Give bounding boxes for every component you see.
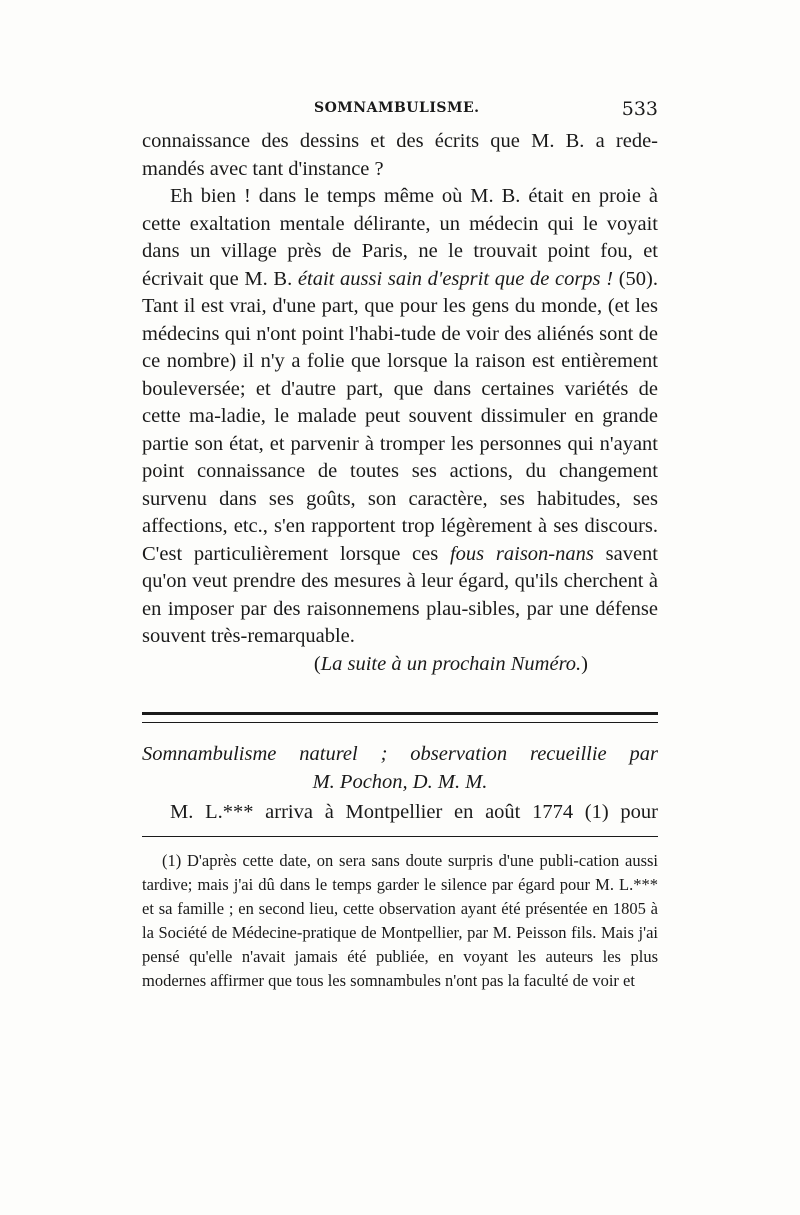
article-title-line-1: Somnambulisme naturel ; observation recueillie par bbox=[142, 743, 658, 765]
paragraph-main-italic-a: était aussi sain d'esprit que de corps ! bbox=[297, 267, 614, 290]
paragraph-main-italic-b: fous raison-nans bbox=[449, 542, 594, 565]
page-number: 533 bbox=[621, 98, 658, 120]
paragraph-main-part-a: Eh bien ! dans le temps même où M. B. était en proie à cette exaltation mentale délirante, un médecin qui le voyait dans un village près de Paris, ne le trouvait point fou, et écrivait que M. B. bbox=[142, 185, 658, 290]
running-title: SOMNAMBULISME. bbox=[314, 100, 480, 116]
footnote: (1) D'après cette date, on sera sans doute surpris d'une publi-cation aussi tardive; mais j'ai dû dans le temps garder le silence par égard pour M. L.*** et sa famille ; en second lieu, cette observation ayant été présentée en 1805 à la Société de Médecine-pratique de Montpellier, par M. Peisson fils. Mais j'ai pensé qu'elle n'avait jamais été publiée, en voyant les auteurs les plus modernes affirmer que tous les somnambules n'ont pas la faculté de voir et bbox=[142, 851, 658, 990]
section-divider bbox=[142, 712, 658, 723]
article-title bbox=[142, 740, 658, 796]
article-author: M. Pochon, D. M. M. bbox=[312, 771, 488, 793]
paragraph-continued: connaissance des dessins et des écrits que M. B. a rede-mandés avec tant d'instance ? bbox=[142, 130, 658, 180]
paragraph-main bbox=[142, 183, 658, 651]
running-head bbox=[142, 98, 658, 122]
continuation-note: (La suite à un prochain Numéro.) bbox=[313, 652, 588, 675]
footnote-rule bbox=[142, 836, 658, 837]
body-text bbox=[142, 128, 658, 678]
continuation-note-text: La suite à un prochain Numéro. bbox=[320, 652, 582, 675]
paragraph-main-part-b: (50). Tant il est vrai, d'une part, que pour les gens du monde, (et les médecins qui n'ont point l'habi-tude de voir des aliénés sont de ce nombre) il n'y a folie que lorsque la raison est entièrement bouleversée; et d'autre part, que dans certaines variétés de cette ma-ladie, le malade peut souvent dissimuler en grande partie son état, et parvenir à tromper les personnes qui n'ayant point connaissance de toutes ses actions, du changement survenu dans ses goûts, son caractère, ses habitudes, ses affections, etc., s'en rapportent trop légèrement à ses discours. C'est particulièrement lorsque ces bbox=[142, 267, 658, 565]
article-first-line: M. L.*** arriva à Montpellier en août 1774 (1) pour bbox=[170, 801, 658, 823]
paragraph-main-part-c: savent qu'on veut prendre des mesures à leur égard, qu'ils cherchent à en imposer par des raisonnemens plau-sibles, par une défense souvent très-remarquable. bbox=[142, 542, 658, 647]
